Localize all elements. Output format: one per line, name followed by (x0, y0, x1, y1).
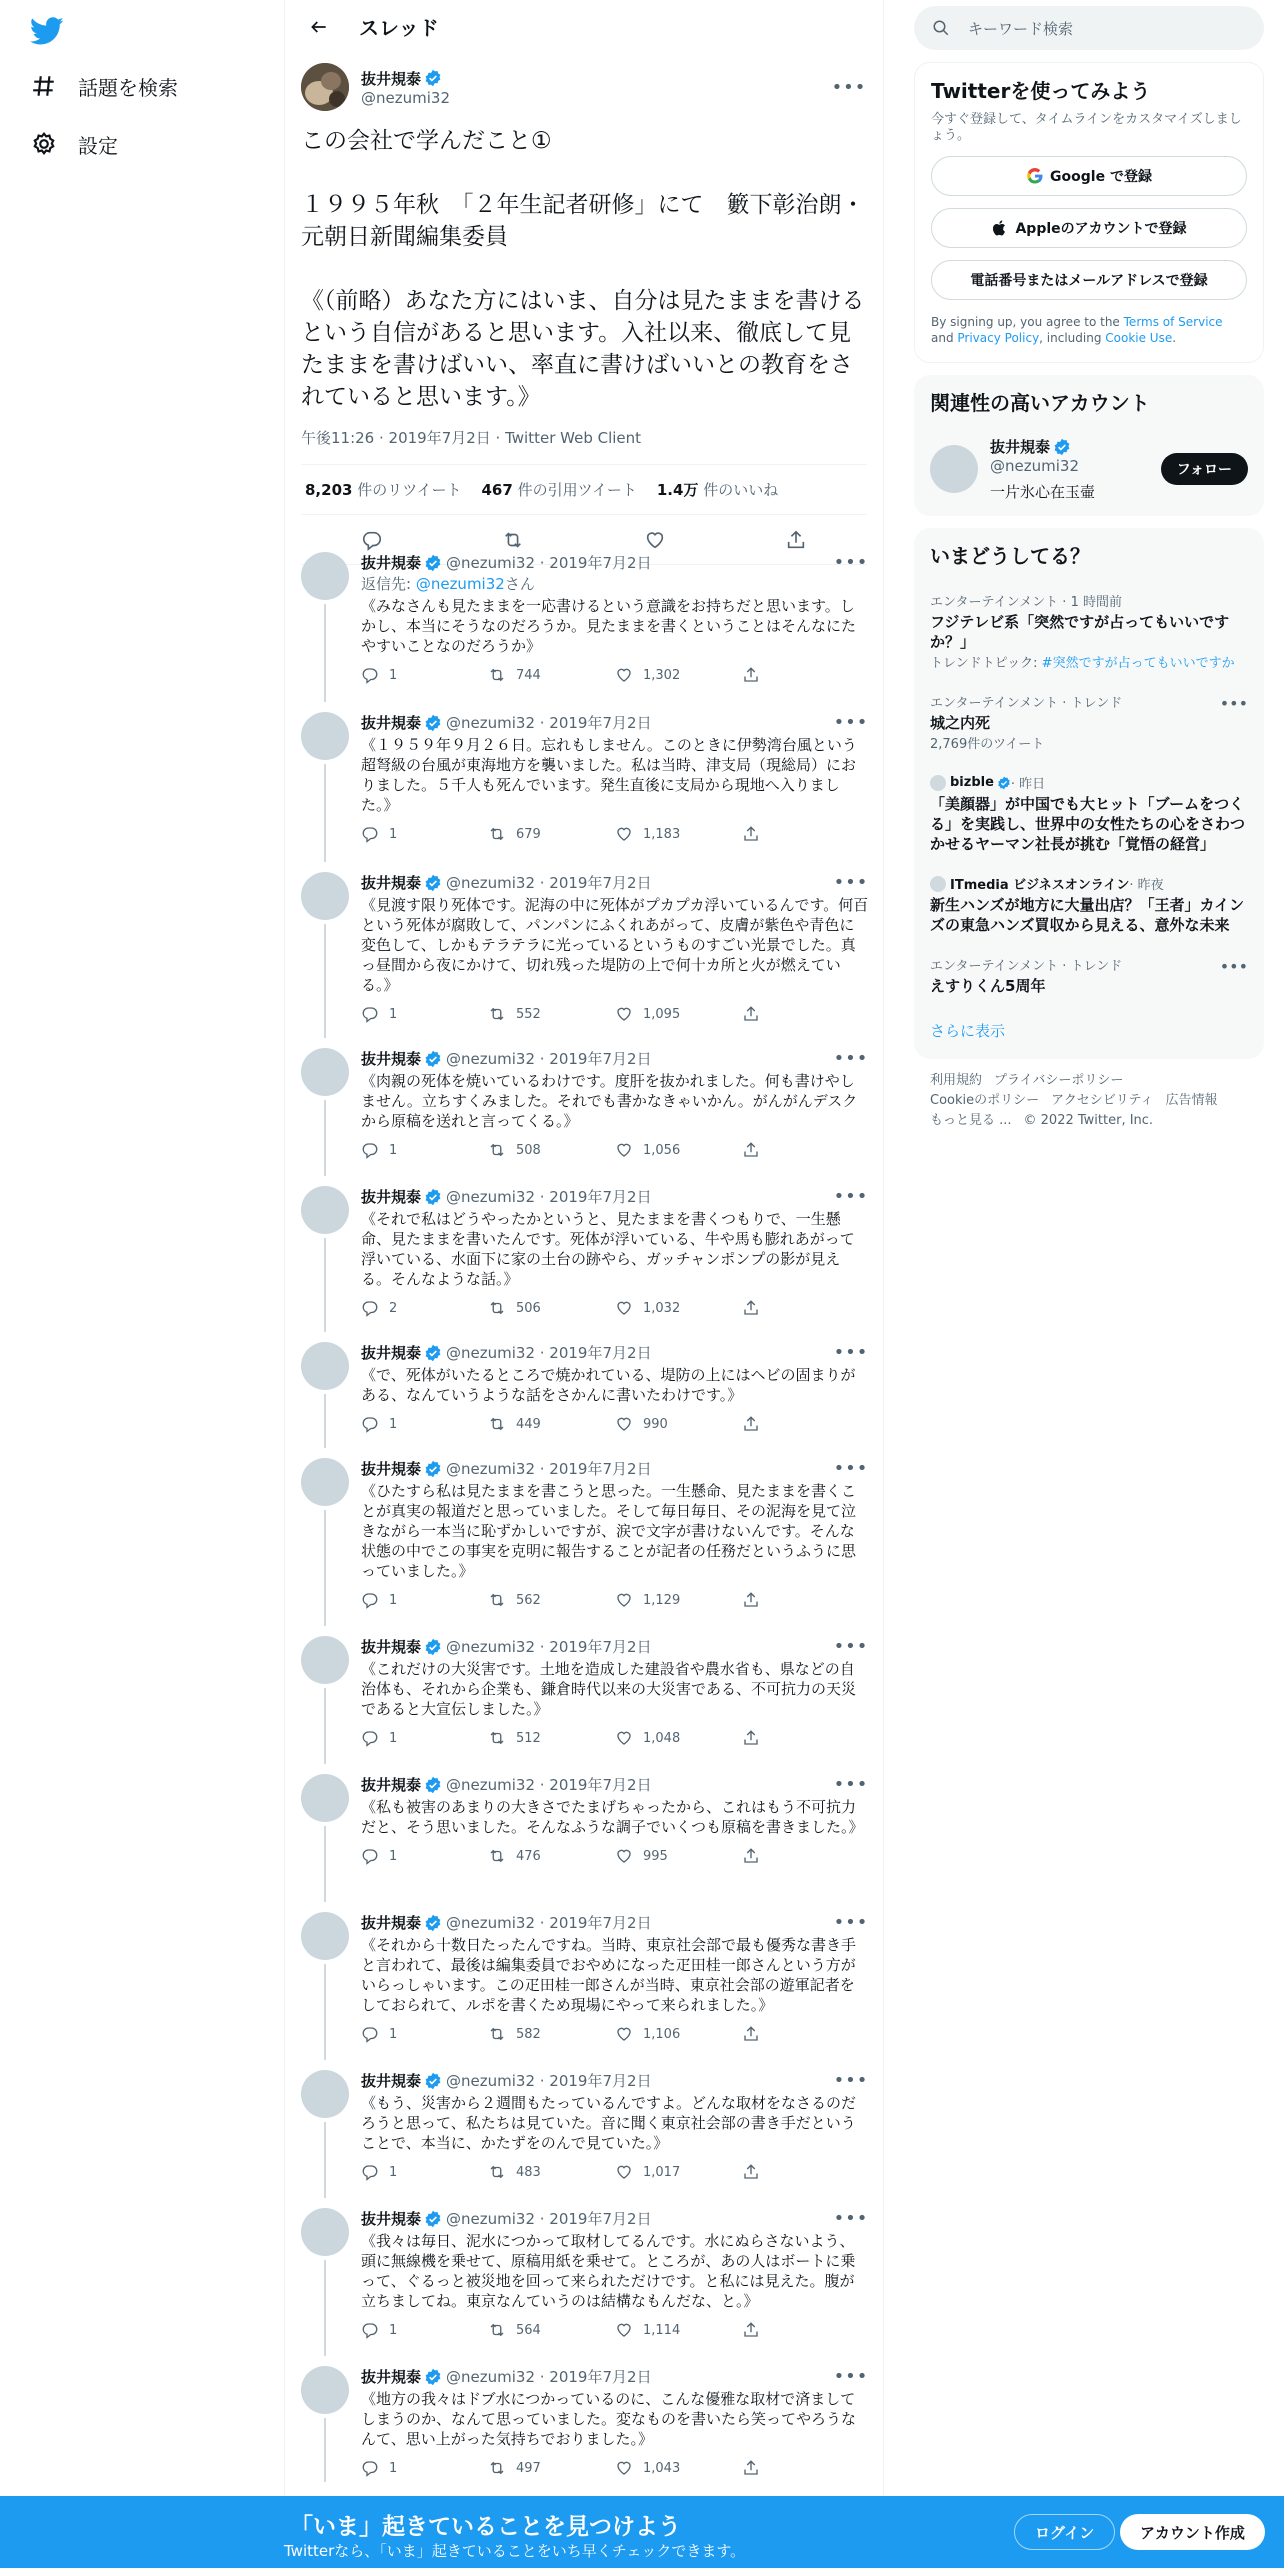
share-icon[interactable] (742, 2025, 760, 2043)
avatar[interactable] (301, 1048, 349, 1096)
retweet-icon[interactable] (488, 2321, 506, 2339)
thread-line (324, 764, 326, 862)
avatar[interactable] (301, 63, 349, 111)
author-name[interactable]: 抜井規泰 (361, 2368, 422, 2386)
share-icon[interactable] (742, 1415, 760, 1433)
author-handle-date[interactable]: @nezumi32 · 2019年7月2日 (446, 1776, 652, 1794)
author-name[interactable]: 抜井規泰 (361, 2210, 422, 2228)
news-item[interactable]: bizble · 昨日 「美顔器」が中国でも大ヒット「ブームをつくる」を実践し、世界中の女性たちの心をさわつかせるヤーマン社長が挑む「覚悟の経営」 (930, 775, 1246, 853)
author-name[interactable]: 抜井規泰 (361, 1638, 422, 1656)
more-options-icon[interactable]: ••• (833, 1774, 869, 1795)
like-icon[interactable] (615, 1591, 633, 1609)
hashtag-icon (28, 70, 60, 102)
reply-count: 1 (389, 1142, 398, 1158)
tweet-text: 《これだけの大災害です。土地を造成した建設省や農水省も、県などの自治体も、それから企業も、鎌倉時代以来の大災害である、不可抗力の天災であると大宣伝しました。》 (361, 1660, 857, 1718)
like-count: 1,095 (643, 1006, 681, 1022)
more-options-icon[interactable]: ••• (833, 872, 869, 893)
retweet-icon[interactable] (488, 1005, 506, 1023)
thread-line (324, 2260, 326, 2356)
retweet-count: 449 (516, 1416, 541, 1432)
author-handle-date[interactable]: @nezumi32 · 2019年7月2日 (446, 554, 652, 572)
share-icon[interactable] (742, 1141, 760, 1159)
retweet-icon[interactable] (488, 2459, 506, 2477)
like-icon[interactable] (615, 1415, 633, 1433)
reply-tweet[interactable] (285, 1174, 885, 1328)
tweet-actions (361, 2163, 869, 2181)
trend-topic-link[interactable]: #突然ですが占ってもいいですか (1041, 656, 1235, 671)
bottom-bar-subtitle: Twitterなら、「いま」起きていることをいち早くチェックできます。 (284, 2542, 746, 2560)
like-count: 990 (643, 1416, 668, 1432)
tweet-text: 《それで私はどうやったかというと、見たままを書くつもりで、一生懸命、見たままを書いたんです。死体が浮いている、牛や馬も膨れあがって浮いている、水面下に家の土台の跡やら、ガッチャンポンプの影が見える。そんなような話。》 (361, 1210, 855, 1288)
like-icon[interactable] (615, 1729, 633, 1747)
left-nav (0, 0, 284, 2568)
gear-icon (28, 128, 60, 160)
retweet-count: 564 (516, 2322, 541, 2338)
tweet-text: 《見渡す限り死体です。泥海の中に死体がプカプカ浮いているんです。何百という死体が腐敗して、パンパンにふくれあがって、皮膚が紫色や青色に変色して、しかもテラテラに光っているというものすごい光景でした。真っ昼間から夜にかけて、切れ残った堤防の上で何十カ所と火が燃えている。》 (361, 896, 869, 994)
reply-count: 1 (389, 2164, 398, 2180)
more-options-icon[interactable]: ••• (833, 2208, 869, 2229)
like-icon[interactable] (615, 1141, 633, 1159)
reply-icon[interactable] (361, 2459, 379, 2477)
retweet-icon[interactable] (488, 1415, 506, 1433)
tweet-text: 《肉親の死体を焼いているわけです。度肝を抜かれました。何も書けやしません。立ちすくみました。それでも書かなきゃいかん。がんがんデスクから原稿を送れと言ってくる。》 (361, 1072, 858, 1130)
thread-line (324, 604, 326, 702)
reply-tweet[interactable] (285, 1446, 885, 1622)
author-handle-date[interactable]: @nezumi32 · 2019年7月2日 (446, 874, 652, 892)
like-count: 1,032 (643, 1300, 681, 1316)
like-icon[interactable] (615, 825, 633, 843)
like-count[interactable]: 1.4万 件のいいね (656, 481, 779, 499)
avatar[interactable] (301, 2070, 349, 2118)
more-options-icon[interactable]: ••• (1219, 694, 1248, 713)
back-arrow-icon[interactable] (301, 9, 337, 45)
show-more-link[interactable]: さらに表示 (930, 1022, 1006, 1040)
reply-count: 1 (389, 1006, 398, 1022)
footer-more-link[interactable]: もっと見る ... (930, 1113, 1012, 1128)
tweet-actions (361, 2459, 869, 2477)
retweet-count: 562 (516, 1592, 541, 1608)
author-handle-date[interactable]: @nezumi32 · 2019年7月2日 (446, 1188, 652, 1206)
thread-line (324, 1394, 326, 1448)
tweet-actions (361, 2025, 869, 2043)
related-account-name[interactable]: 抜井規泰 (990, 438, 1051, 456)
tweet-actions (361, 666, 869, 684)
verified-badge-icon (424, 554, 442, 572)
signup-button[interactable]: アカウント作成 (1120, 2514, 1265, 2550)
quote-count[interactable]: 467 件の引用ツイート (481, 481, 637, 499)
more-options-icon[interactable]: ••• (833, 2070, 869, 2091)
retweet-count: 512 (516, 1730, 541, 1746)
footer-accessibility-link[interactable]: アクセシビリティ (1051, 1093, 1154, 1108)
share-icon[interactable] (742, 2163, 760, 2181)
like-icon[interactable] (615, 1005, 633, 1023)
tweet-actions (361, 825, 869, 843)
follow-button[interactable]: フォロー (1161, 453, 1248, 485)
verified-badge-icon (424, 1914, 442, 1932)
reply-icon[interactable] (361, 2025, 379, 2043)
related-accounts-card (914, 375, 1264, 516)
share-icon[interactable] (742, 2459, 760, 2477)
author-name[interactable]: 抜井規泰 (361, 1460, 422, 1478)
reply-tweet[interactable] (285, 2354, 885, 2478)
verified-badge-icon (1053, 438, 1071, 456)
twitter-logo-icon[interactable] (30, 14, 64, 48)
news-item[interactable]: ITmedia ビジネスオンライン · 昨夜 新生ハンズが地方に大量出店？「王者」カインズの東急ハンズ買収から見える、意外な未来 (914, 864, 1264, 945)
tweet-text: 《ひたすら私は見たままを書こうと思った。一生懸命、見たままを書くことが真実の報道だと思っていました。そして毎日毎日、その泥海を見て泣きながら一本当に恥ずかしいですが、涙で文字が書けないんです。そんな状態の中でこの事実を克明に報告することが記者の任務だというふうに思っていました。》 (361, 1482, 857, 1580)
author-handle-date[interactable]: @nezumi32 · 2019年7月2日 (446, 2072, 652, 2090)
nav-settings-label: 設定 (78, 133, 118, 158)
thread-line (324, 1510, 326, 1626)
tweet-text: 《地方の我々はドブ水につかっているのに、こんな優雅な取材で済ましてしまうのか、なんて思っていました。変なものを書いたら笑ってやろうなんて、思い上がった気持ちでおりました。》 (361, 2390, 857, 2448)
tweet-text: 《みなさんも見たままを一応書けるという意識をお持ちだと思います。しかし、本当にそうなのだろうか。見たままを書くということはそんなにたやすいことなのだろうか》 (361, 597, 857, 655)
author-name[interactable]: 抜井規泰 (361, 1188, 422, 1206)
reply-count: 1 (389, 1592, 398, 1608)
avatar[interactable] (301, 2208, 349, 2256)
share-icon[interactable] (742, 825, 760, 843)
related-account-handle: @nezumi32 (990, 457, 1079, 475)
tweet-timestamp[interactable]: 午後11:26 · 2019年7月2日 · Twitter Web Client (301, 427, 867, 465)
tweet-text: 《１９５９年９月２６日。忘れもしません。このときに伊勢湾台風という超弩級の台風が東海地方を襲いました。私は当時、津支局（現総局）におりました。５千人も死んでいます。発生直後に支局から現地へ入りました。》 (361, 736, 857, 814)
author-name[interactable]: 抜井規泰 (361, 1050, 422, 1068)
terms-text: By signing up, you agree to the Terms of Service and Privacy Policy, including Cookie Use. (931, 315, 1223, 345)
retweet-icon[interactable] (488, 1299, 506, 1317)
reply-to-link[interactable]: @nezumi32 (415, 575, 505, 593)
author-handle-date[interactable]: @nezumi32 · 2019年7月2日 (446, 1460, 652, 1478)
tweet-text: 《それから十数日たったんですね。当時、東京社会部で最も優秀な書き手と言われて、最後は編集委員でおやめになった疋田桂一郎さんという方がいらっしゃいます。この疋田桂一郎さんが当時、東京社会部の遊軍記者をしておられて、ルポを書くため現場にやって来られました。》 (361, 1936, 857, 2014)
share-icon[interactable] (742, 1591, 760, 1609)
more-options-icon[interactable]: ••• (833, 1912, 869, 1933)
like-icon[interactable] (615, 1299, 633, 1317)
more-options-icon[interactable]: ••• (833, 712, 869, 733)
more-options-icon[interactable]: ••• (1219, 957, 1248, 976)
like-icon[interactable] (615, 2321, 633, 2339)
tweet-actions (361, 2321, 869, 2339)
reply-icon[interactable] (361, 1141, 379, 1159)
author-name[interactable]: 抜井規泰 (361, 69, 422, 88)
verified-badge-icon (424, 2072, 442, 2090)
more-options-icon[interactable]: ••• (833, 1458, 869, 1479)
search-icon (932, 19, 950, 37)
author-name[interactable]: 抜井規泰 (361, 2072, 422, 2090)
author-name[interactable]: 抜井規泰 (361, 1344, 422, 1362)
apple-icon (991, 219, 1009, 237)
more-options-icon[interactable]: ••• (833, 1048, 869, 1069)
author-handle[interactable]: @nezumi32 (361, 88, 450, 107)
related-accounts-title: 関連性の高いアカウント (930, 391, 1150, 415)
tweet-text: 《で、死体がいたるところで焼かれている、堤防の上にはヘビの固まりがある、なんていうような話をさかんに書いたわけです。》 (361, 1366, 856, 1404)
like-count: 1,017 (643, 2164, 681, 2180)
like-count: 1,106 (643, 2026, 681, 2042)
tweet-stats (301, 465, 867, 515)
thread-line (324, 1688, 326, 1764)
verified-badge-icon (424, 714, 442, 732)
like-icon[interactable] (615, 1847, 633, 1865)
share-icon[interactable] (742, 2321, 760, 2339)
tweet-text: 《私も被害のあまりの大きさでたまげちゃったから、これはもう不可抗力だと、そう思いました。そんなふうな調子でいくつも原稿を書きました。》 (361, 1798, 864, 1836)
reply-icon[interactable] (361, 1847, 379, 1865)
reply-count: 1 (389, 2322, 398, 2338)
signup-title: Twitterを使ってみよう (931, 79, 1151, 103)
verified-badge-icon (424, 2368, 442, 2386)
retweet-count: 582 (516, 2026, 541, 2042)
retweet-count: 497 (516, 2460, 541, 2476)
verified-badge-icon (424, 1776, 442, 1794)
focal-tweet (285, 53, 883, 465)
retweet-count: 679 (516, 826, 541, 842)
main-column (284, 0, 884, 2568)
like-count: 1,048 (643, 1730, 681, 1746)
author-handle-date[interactable]: @nezumi32 · 2019年7月2日 (446, 714, 652, 732)
search-placeholder: キーワード検索 (968, 19, 1074, 38)
author-handle-date[interactable]: @nezumi32 · 2019年7月2日 (446, 2210, 652, 2228)
reply-icon[interactable] (361, 666, 379, 684)
avatar[interactable] (930, 445, 978, 493)
reply-icon[interactable] (361, 1729, 379, 1747)
tweet-actions (361, 1415, 869, 1433)
tweet-text: 《もう、災害から２週間もたっているんですよ。どんな取材をなさるのだろうと思って、私たちは見ていた。音に聞く東京社会部の書き手だということで、本当に、かたずをのんで見ていた。》 (361, 2094, 857, 2152)
cookie-link[interactable]: Cookie Use (1105, 331, 1173, 345)
verified-badge-icon (424, 1344, 442, 1362)
retweet-count[interactable]: 8,203 件のリツイート (305, 481, 462, 499)
thread-line (324, 924, 326, 1038)
verified-badge-icon (424, 1188, 442, 1206)
retweet-icon[interactable] (488, 1847, 506, 1865)
nav-settings[interactable] (28, 128, 118, 160)
reply-tweet[interactable] (285, 700, 885, 858)
bottom-signup-bar (0, 2496, 1284, 2568)
share-icon[interactable] (742, 1847, 760, 1865)
author-name[interactable]: 抜井規泰 (361, 1776, 422, 1794)
reply-tweet[interactable] (285, 1762, 885, 1898)
thread-line (324, 1238, 326, 1332)
reply-icon[interactable] (361, 1591, 379, 1609)
signup-card (914, 62, 1264, 363)
thread-line (324, 1100, 326, 1176)
reply-count: 1 (389, 2460, 398, 2476)
reply-count: 1 (389, 1848, 398, 1864)
reply-tweet[interactable] (285, 540, 885, 698)
share-icon[interactable] (742, 1005, 760, 1023)
reply-icon[interactable] (361, 825, 379, 843)
thread-line (324, 2122, 326, 2198)
more-options-icon[interactable]: ••• (833, 2366, 869, 2387)
avatar[interactable] (301, 1774, 349, 1822)
google-icon (1026, 167, 1044, 185)
like-count: 1,302 (643, 667, 681, 683)
trends-title: いまどうしてる？ (930, 544, 1090, 568)
avatar[interactable] (301, 1186, 349, 1234)
avatar[interactable] (301, 872, 349, 920)
avatar[interactable] (301, 1342, 349, 1390)
footer-ads-link[interactable]: 広告情報 (1165, 1093, 1218, 1108)
like-count: 1,043 (643, 2460, 681, 2476)
nav-explore-label: 話題を検索 (78, 75, 178, 100)
signup-subtitle: 今すぐ登録して、タイムラインをカスタマイズしましょう。 (931, 112, 1242, 143)
verified-badge-icon (424, 1638, 442, 1656)
reply-count: 1 (389, 1416, 398, 1432)
author-handle-date[interactable]: @nezumi32 · 2019年7月2日 (446, 1914, 652, 1932)
thread-line (324, 1826, 326, 1902)
source-avatar (930, 775, 946, 791)
avatar[interactable] (301, 1636, 349, 1684)
author-name[interactable]: 抜井規泰 (361, 714, 422, 732)
share-icon[interactable] (742, 1729, 760, 1747)
reply-icon[interactable] (361, 1415, 379, 1433)
avatar[interactable] (301, 712, 349, 760)
nav-explore[interactable] (28, 70, 178, 102)
trend-item[interactable]: エンターテインメント · 1 時間前 フジテレビ系「突然ですが占ってもいいですか？」 トレンドトピック: #突然ですが占ってもいいですか (930, 595, 1235, 671)
footer-privacy-link[interactable]: プライバシーポリシー (994, 1073, 1124, 1088)
avatar[interactable] (301, 2366, 349, 2414)
author-handle-date[interactable]: @nezumi32 · 2019年7月2日 (446, 1050, 652, 1068)
author-handle-date[interactable]: @nezumi32 · 2019年7月2日 (446, 2368, 652, 2386)
tweet-actions (361, 1141, 869, 1159)
author-name[interactable]: 抜井規泰 (361, 874, 422, 892)
like-count: 1,056 (643, 1142, 681, 1158)
reply-icon[interactable] (361, 2321, 379, 2339)
source-avatar (930, 876, 946, 892)
verified-badge-icon (424, 1460, 442, 1478)
tweet-actions (361, 1005, 869, 1023)
like-count: 1,129 (643, 1592, 681, 1608)
phone-email-signup-button[interactable]: 電話番号またはメールアドレスで登録 (931, 260, 1247, 300)
tweet-actions (361, 1299, 869, 1317)
author-handle-date[interactable]: @nezumi32 · 2019年7月2日 (446, 1344, 652, 1362)
tweet-text: この会社で学んだこと① １９９５年秋 「２年生記者研修」にて 籔下彰治朗・元朝日新聞編集委員 《（前略）あなた方にはいま、自分は見たままを書けるという自信があると思います。入社以来、徹底して見たままを書けばいい、率直に書けばいいとの教育をされていると思います。》 (301, 128, 865, 410)
more-options-icon[interactable]: ••• (833, 1342, 869, 1363)
reply-to-label: 返信先: @nezumi32さん (361, 575, 535, 593)
like-count: 1,114 (643, 2322, 681, 2338)
retweet-icon[interactable] (488, 825, 506, 843)
reply-count: 1 (389, 2026, 398, 2042)
footer-cookie-link[interactable]: Cookieのポリシー (930, 1093, 1040, 1108)
like-icon[interactable] (615, 2459, 633, 2477)
reply-tweet[interactable] (285, 1330, 885, 1444)
more-options-icon[interactable]: ••• (833, 1636, 869, 1657)
retweet-count: 483 (516, 2164, 541, 2180)
google-signup-button[interactable]: Google で登録 (931, 156, 1247, 196)
thread-line (324, 2418, 326, 2482)
retweet-count: 508 (516, 1142, 541, 1158)
reply-tweet[interactable] (285, 1624, 885, 1760)
retweet-count: 552 (516, 1006, 541, 1022)
related-account-row[interactable] (914, 428, 1264, 516)
retweet-icon[interactable] (488, 2163, 506, 2181)
right-sidebar (914, 0, 1264, 1143)
footer-copyright: © 2022 Twitter, Inc. (1023, 1113, 1154, 1128)
reply-count: 1 (389, 1730, 398, 1746)
footer-links (914, 1059, 1264, 1143)
reply-count: 1 (389, 826, 398, 842)
avatar[interactable] (301, 552, 349, 600)
tweet-actions (361, 1729, 869, 1747)
footer-terms-link[interactable]: 利用規約 (930, 1073, 983, 1088)
more-options-icon[interactable]: ••• (833, 552, 869, 573)
share-icon[interactable] (742, 666, 760, 684)
apple-signup-button[interactable]: Appleのアカウントで登録 (931, 208, 1247, 248)
retweet-icon[interactable] (488, 1729, 506, 1747)
related-account-bio: 一片氷心在玉壷 (990, 483, 1096, 501)
reply-count: 1 (389, 667, 398, 683)
author-name[interactable]: 抜井規泰 (361, 554, 422, 572)
search-input[interactable] (914, 6, 1264, 50)
reply-tweet[interactable] (285, 1900, 885, 2056)
share-icon[interactable] (742, 1299, 760, 1317)
reply-tweet[interactable] (285, 2196, 885, 2352)
reply-tweet[interactable] (285, 2058, 885, 2194)
tweet-actions (361, 1591, 869, 1609)
retweet-icon[interactable] (488, 1141, 506, 1159)
verified-badge-icon (997, 776, 1011, 790)
more-options-icon[interactable]: ••• (831, 76, 867, 98)
tweet-text: 《我々は毎日、泥水につかって取材してるんです。水にぬらさないよう、頭に無線機を乗せて、原稿用紙を乗せて。ところが、あの人はボートに乗って、ぐるっと被災地を回って来られただけです。と私には見えた。腹が立ちましてね。東京なんていうのは結構なもんだな、と。》 (361, 2232, 856, 2310)
retweet-count: 476 (516, 1848, 541, 1864)
reply-icon[interactable] (361, 1299, 379, 1317)
avatar[interactable] (301, 1458, 349, 1506)
thread-line (324, 1964, 326, 2060)
trend-item[interactable]: エンターテインメント · トレンド えすりくん5周年 ••• (930, 957, 1248, 995)
trends-card (914, 528, 1264, 1059)
like-count: 1,183 (643, 826, 681, 842)
reply-tweet[interactable] (285, 1036, 885, 1172)
reply-count: 2 (389, 1300, 398, 1316)
terms-link[interactable]: Terms of Service (1123, 315, 1223, 329)
like-icon[interactable] (615, 666, 633, 684)
more-options-icon[interactable]: ••• (833, 1186, 869, 1207)
retweet-count: 506 (516, 1300, 541, 1316)
author-handle-date[interactable]: @nezumi32 · 2019年7月2日 (446, 1638, 652, 1656)
reply-icon[interactable] (361, 2163, 379, 2181)
thread-header (285, 0, 883, 53)
trend-item[interactable]: エンターテインメント · トレンド 城之内死 2,769件のツイート ••• (930, 694, 1248, 752)
login-button[interactable]: ログイン (1014, 2514, 1115, 2550)
tweet-actions (361, 1847, 869, 1865)
retweet-icon[interactable] (488, 1591, 506, 1609)
page-title: スレッド (359, 16, 439, 40)
reply-icon[interactable] (361, 1005, 379, 1023)
author-name[interactable]: 抜井規泰 (361, 1914, 422, 1932)
privacy-link[interactable]: Privacy Policy (957, 331, 1040, 345)
verified-badge-icon (424, 1050, 442, 1068)
bottom-bar-title: 「いま」起きていることを見つけよう (290, 2514, 681, 2540)
like-icon[interactable] (615, 2025, 633, 2043)
verified-badge-icon (424, 69, 442, 87)
like-icon[interactable] (615, 2163, 633, 2181)
reply-tweet[interactable] (285, 860, 885, 1034)
retweet-icon[interactable] (488, 666, 506, 684)
retweet-icon[interactable] (488, 2025, 506, 2043)
verified-badge-icon (424, 2210, 442, 2228)
retweet-count: 744 (516, 667, 541, 683)
avatar[interactable] (301, 1912, 349, 1960)
verified-badge-icon (424, 874, 442, 892)
like-count: 995 (643, 1848, 668, 1864)
